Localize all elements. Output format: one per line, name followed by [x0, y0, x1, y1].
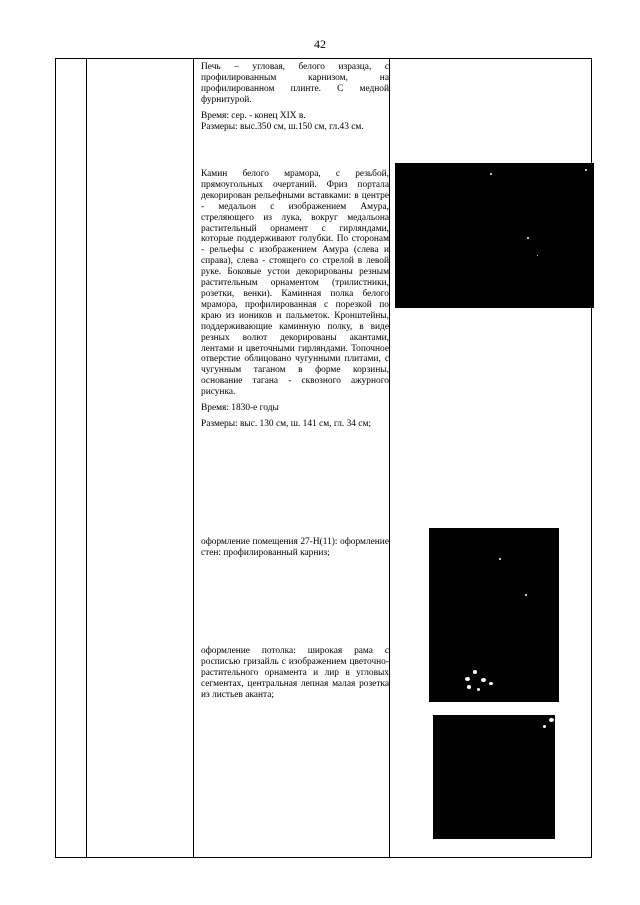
photo-speck: [477, 688, 480, 691]
ceiling-photo: [433, 715, 555, 839]
column-divider-3: [389, 59, 390, 857]
page-number: 42: [314, 37, 326, 51]
photo-speck: [481, 678, 486, 682]
photo-speck: [490, 173, 492, 175]
photo-speck: [465, 677, 470, 681]
column-divider-1: [86, 59, 87, 857]
entry-description: Печь – угловая, белого изразца, с профилированным карнизом, на профилированном плинте. С медной фурнитурой.: [201, 62, 389, 105]
entry-walls: [201, 537, 389, 564]
photo-speck: [525, 594, 527, 596]
photo-speck: [543, 725, 546, 728]
photo-speck: [549, 718, 554, 722]
walls-photo: [429, 528, 559, 702]
entry-description: оформление помещения 27-Н(11): оформление стен: профилированный карниз;: [201, 537, 389, 558]
entry-time: Время: 1830-е годы: [201, 403, 279, 414]
entry-description: оформление потолка: широкая рама с росписью гризайль с изображением цветочно-растительного орнамента и лир в угловых сегментах, центральная лепная малая розетка из листьев аканта;: [201, 646, 389, 700]
column-divider-2: [193, 59, 194, 857]
entry-fireplace: [201, 169, 389, 435]
entry-size: Размеры: выс. 130 см, ш. 141 см, гл. 34 см;: [201, 418, 371, 429]
entry-time: Время: сер. - конец XIX в.: [201, 110, 306, 121]
entry-ceiling: [201, 646, 389, 706]
entry-description: Камин белого мрамора, с резьбой, прямоугольных очертаний. Фриз портала декорирован рельефными вставками: в центре - медальон с изображением Амура, стреляющего из лука, вокруг медальона растительный орнамент с гирляндами, которые поддерживают голубки. По сторонам - рельефы с изображением Амура (слева и справа), слева - стоящего со стрелой в левой руке. Боковые устои декорированы резным растительным орнаментом (трилистники, розетки, венки). Каминная полка белого мрамора, профилированная с порезкой по краю из иоников и пальметок. Кронштейны, поддерживающие каминную полку, в виде резных волют декорированы акантами, лентами и цветочными гирляндами. Топочное отверстие облицовано чугунными плитами, с чугунным таганом в форме корзины, основание тагана - сквозного ажурного рисунка.: [201, 169, 389, 398]
photo-speck: [473, 670, 477, 674]
photo-speck: [499, 558, 501, 560]
fireplace-photo: [395, 163, 594, 308]
photo-speck: [537, 255, 538, 256]
inventory-table: [55, 58, 592, 858]
photo-speck: [527, 237, 529, 239]
photo-speck: [467, 685, 471, 689]
photo-speck: [489, 682, 493, 685]
entry-stove: [201, 62, 389, 132]
entry-size: Размеры: выс.350 см, ш.150 см, гл.43 см.: [201, 121, 364, 132]
photo-speck: [585, 169, 587, 171]
